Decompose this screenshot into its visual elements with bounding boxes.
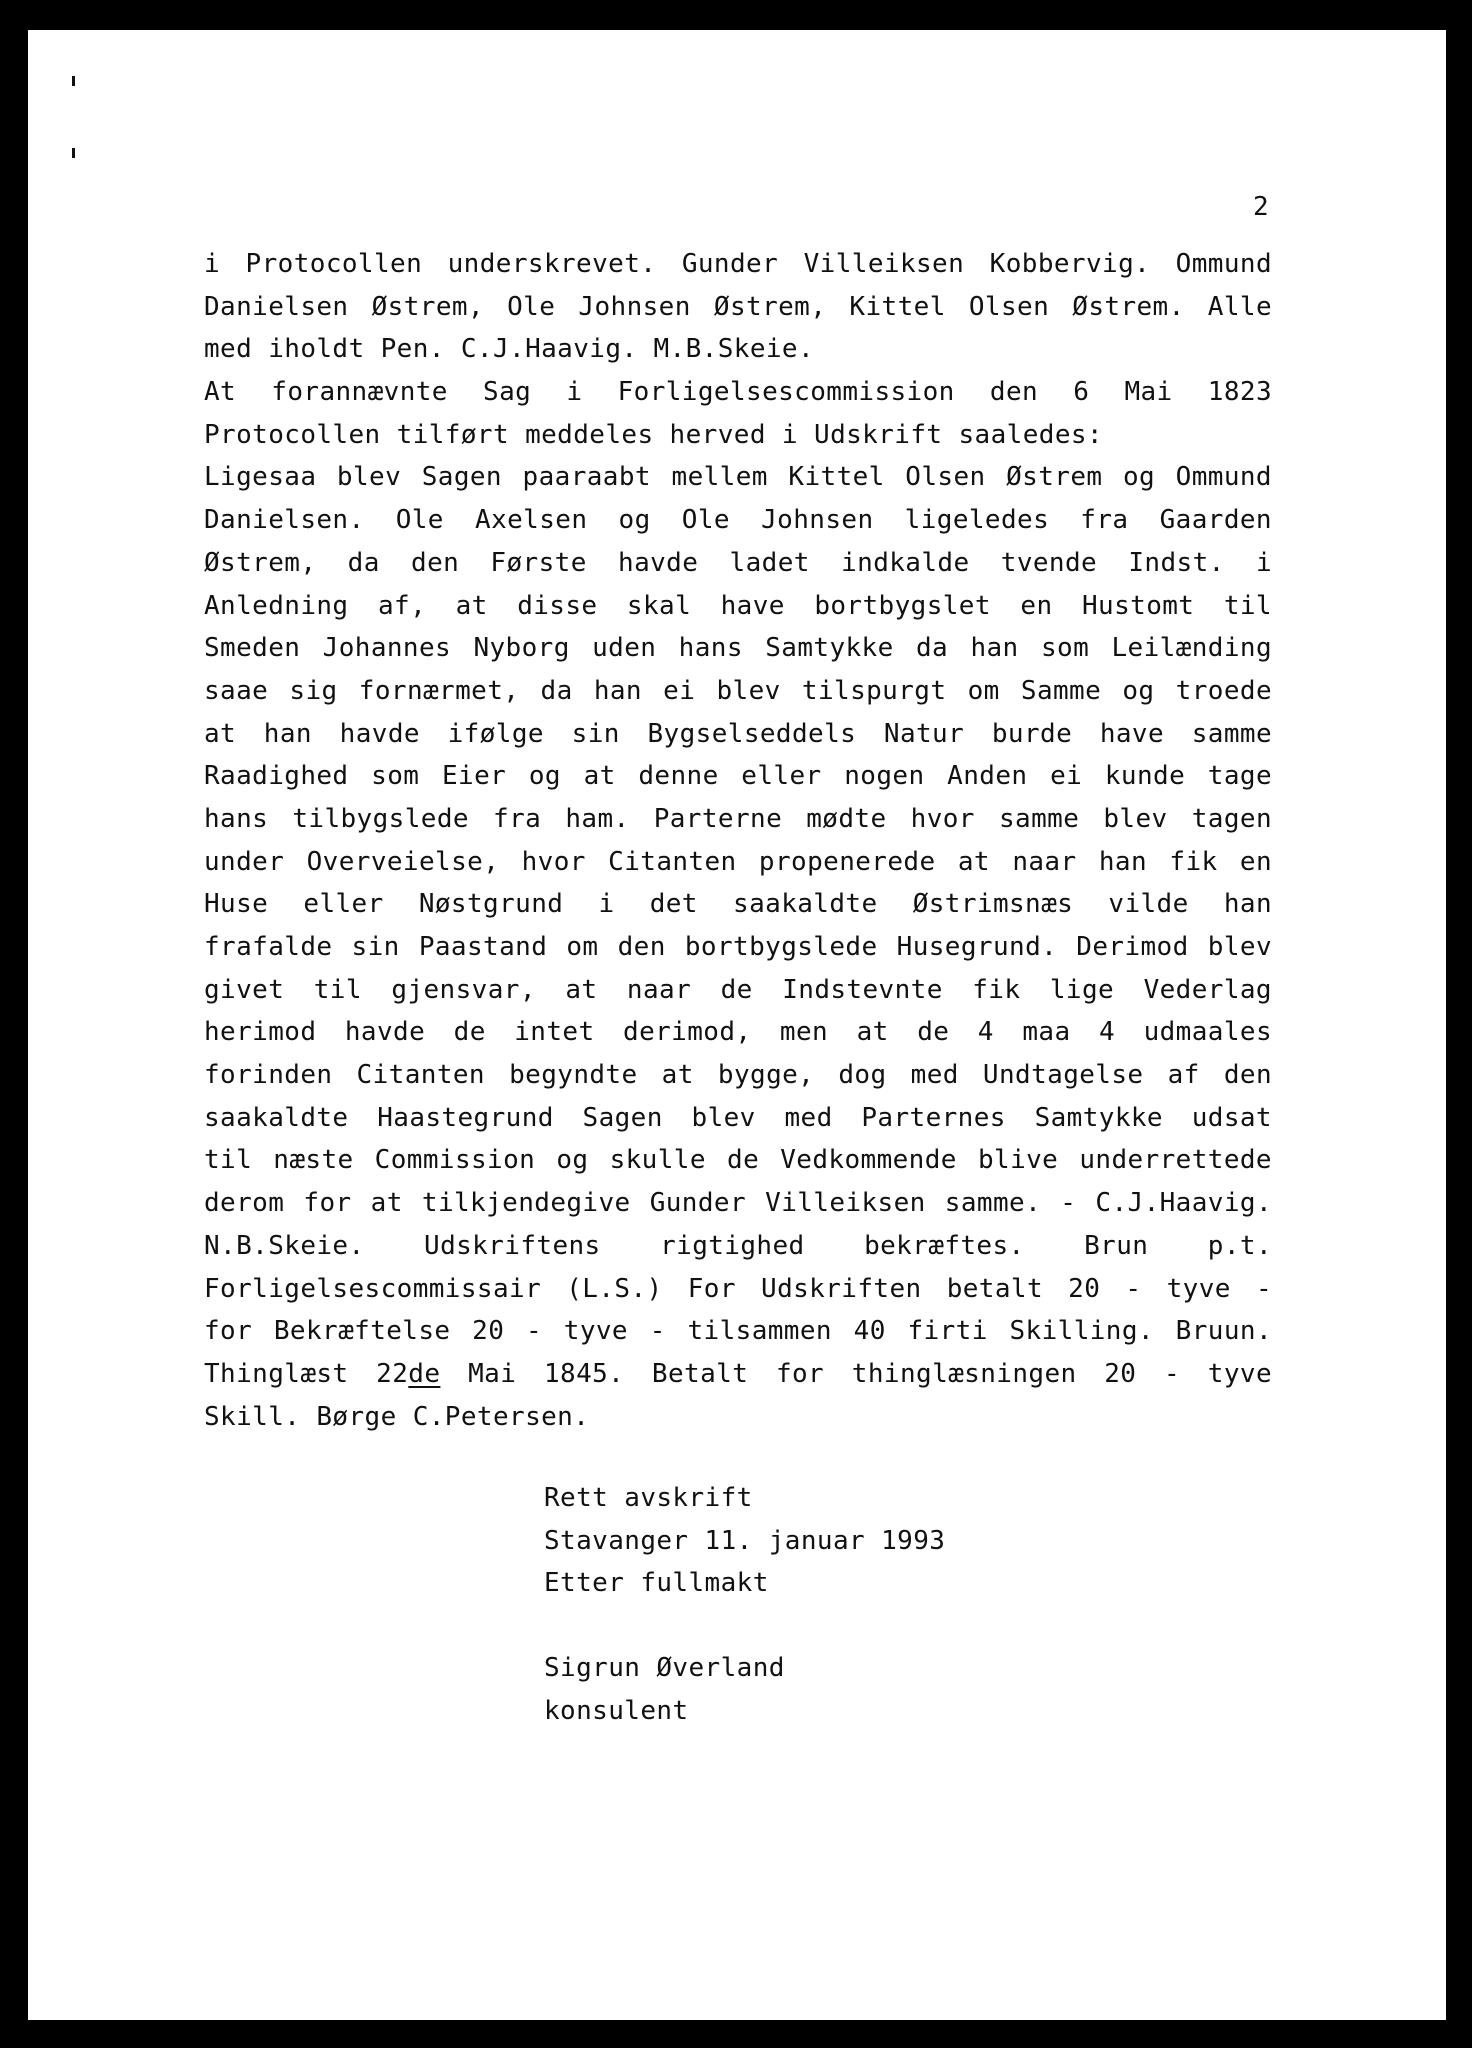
text-line: Forligelsescommissair (L.S.) For Udskriften betalt 20 - tyve - (204, 1273, 1272, 1304)
spacer (544, 1605, 945, 1648)
text-line: Raadighed som Eier og at denne eller nogen Anden ei kunde tage (204, 761, 1272, 792)
text-line: Protocollen tilført meddeles herved i Udskrift saaledes: (204, 419, 1103, 450)
text-line: saakaldte Haastegrund Sagen blev med Parternes Samtykke udsat (204, 1102, 1272, 1133)
text-line: at han havde ifølge sin Bygselseddels Natur burde have samme (204, 718, 1272, 749)
certification-heading: Rett avskrift (544, 1483, 753, 1513)
text-line: for Bekræftelse 20 - tyve - tilsammen 40 firti Skilling. Bruun. (204, 1316, 1272, 1347)
text-line: saae sig fornærmet, da han ei blev tilspurgt om Samme og troede (204, 675, 1272, 706)
text-line: Skill. Børge C.Petersen. (204, 1401, 590, 1432)
signatory-name: Sigrun Øverland (544, 1653, 785, 1683)
certification-block (544, 1477, 945, 1732)
text-line: i Protocollen underskrevet. Gunder Villeiksen Kobbervig. Ommund (204, 249, 1272, 279)
thinglaest-underlined: de (408, 1358, 441, 1389)
text-line: derom for at tilkjendegive Gunder Villeiksen samme. - C.J.Haavig. (204, 1188, 1272, 1219)
transcript-body (204, 243, 1272, 1438)
text-line: til næste Commission og skulle de Vedkommende blive underrettede (204, 1145, 1272, 1176)
text-line: givet til gjensvar, at naar de Indstevnte fik lige Vederlag (204, 974, 1272, 1005)
text-line: At forannævnte Sag i Forligelsescommission den 6 Mai 1823 (204, 377, 1272, 408)
text-line: Huse eller Nøstgrund i det saakaldte Østrimsnæs vilde han (204, 889, 1272, 920)
certification-place-date: Stavanger 11. januar 1993 (544, 1525, 946, 1556)
page-number: 2 (1253, 192, 1269, 222)
text-line-thinglaest (204, 1353, 1272, 1396)
text-line: herimod havde de intet derimod, men at de 4 maa 4 udmaales (204, 1017, 1272, 1048)
certification-authority: Etter fullmakt (544, 1568, 769, 1598)
margin-mark (72, 148, 75, 158)
text-line: Østrem, da den Første havde ladet indkalde tvende Indst. i (204, 547, 1272, 578)
text-line: under Overveielse, hvor Citanten propenerede at naar han fik en (204, 846, 1272, 877)
text-line: Anledning af, at disse skal have bortbygslet en Hustomt til (204, 590, 1272, 621)
text-line: N.B.Skeie. Udskriftens rigtighed bekræftes. Brun p.t. (204, 1230, 1272, 1261)
text-line: med iholdt Pen. C.J.Haavig. M.B.Skeie. (204, 334, 815, 365)
text-line: forinden Citanten begyndte at bygge, dog med Undtagelse af den (204, 1060, 1272, 1091)
text-line: Smeden Johannes Nyborg uden hans Samtykke da han som Leilænding (204, 633, 1272, 664)
signatory-title: konsulent (544, 1695, 689, 1726)
text-line: Danielsen. Ole Axelsen og Ole Johnsen ligeledes fra Gaarden (204, 505, 1272, 536)
text-line: Ligesaa blev Sagen paaraabt mellem Kittel Olsen Østrem og Ommund (204, 462, 1272, 493)
text-line: hans tilbygslede fra ham. Parterne mødte hvor samme blev tagen (204, 803, 1272, 834)
thinglaest-before: Thinglæst 22 (204, 1358, 409, 1389)
thinglaest-after: Mai 1845. Betalt for thinglæsningen 20 - tyve (440, 1358, 1273, 1389)
text-line: Danielsen Østrem, Ole Johnsen Østrem, Kittel Olsen Østrem. Alle (204, 291, 1272, 322)
text-line: frafalde sin Paastand om den bortbygslede Husegrund. Derimod blev (204, 932, 1272, 962)
margin-mark (72, 76, 75, 86)
